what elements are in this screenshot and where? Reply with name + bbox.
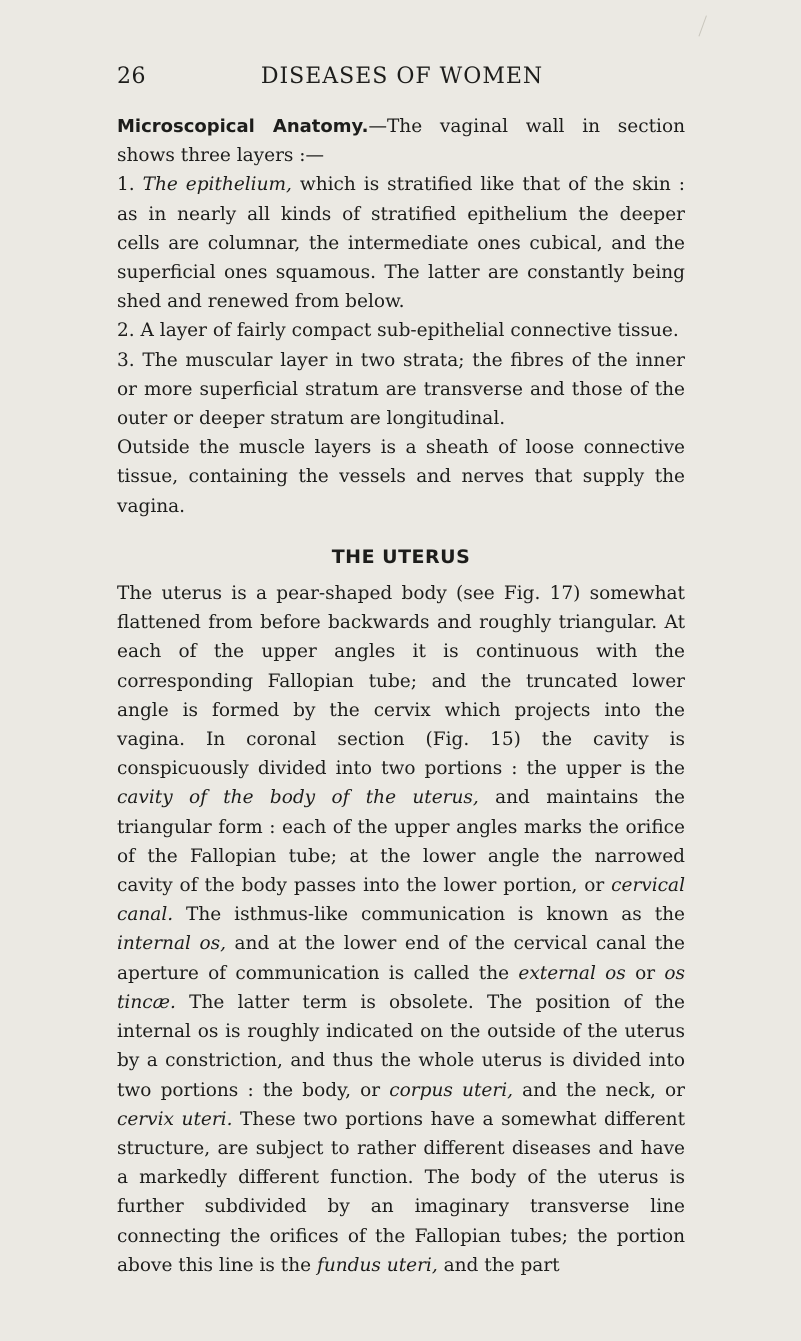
text-run: or [625, 962, 665, 984]
italic-term: external os [518, 962, 626, 984]
layer-item-3: 3. The muscular layer in two strata; the fibres of the inner or more superficial stratum are transverse and those of the outer or deeper stratum are longitudinal. [117, 349, 685, 430]
text-run: and at the lower end of the cervical canal the aperture of communication is called the [117, 933, 686, 984]
item-term: The epithelium, [142, 174, 292, 196]
item-text: which is stratified like that of the skin : as in nearly all kinds of stratified epithelium the deeper cells are columnar, the intermediate ones cubical, and the superficial ones squamous. The latter are constantly being shed and renewed from below. [117, 174, 685, 313]
item-number: 1. [117, 174, 135, 196]
corner-pencil-mark [698, 15, 712, 38]
intro-text: —The vaginal wall in section shows three layers :— [117, 116, 685, 167]
layer-item-2: 2. A layer of fairly compact sub-epithelial connective tissue. [117, 320, 679, 342]
italic-term: cervix uteri. [117, 1108, 233, 1130]
italic-term: cervical canal. [117, 875, 685, 926]
text-run: The isthmus-like communication is known as the [173, 904, 685, 926]
page-number: 26 [117, 64, 146, 89]
italic-term: cavity of the body of the uterus, [117, 787, 479, 809]
running-head: DISEASES OF WOMEN [260, 64, 544, 89]
section-heading: THE UTERUS [331, 545, 471, 568]
italic-term: internal os, [117, 933, 226, 955]
layer-item-1 [117, 170, 685, 316]
text-run: and the neck, or [513, 1079, 686, 1101]
italic-term: corpus uteri, [389, 1079, 513, 1101]
text-run: and the part [437, 1254, 560, 1276]
outside-paragraph: Outside the muscle layers is a sheath of loose connective tissue, containing the vessels and nerves that supply the vagina. [117, 437, 685, 517]
body-text [117, 112, 685, 1280]
italic-term: fundus uteri, [316, 1254, 438, 1276]
text-run: and maintains the triangular form : each of the upper angles marks the orifice of the Fallopian tube; at the lower angle the narrowed cavity of the body passes into the lower portion, or [117, 787, 685, 897]
run-in-heading: Microscopical Anatomy. [117, 116, 369, 137]
text-run: The latter term is obsolete. The position of the internal os is roughly indicated on the outside of the uterus by a constriction, and thus the whole uterus is divided into two portions : the body, or [117, 991, 685, 1101]
italic-term: os tincæ. [117, 962, 686, 1013]
page-header [117, 64, 687, 98]
uterus-paragraph [117, 579, 685, 1280]
microscopical-anatomy-paragraph [117, 112, 685, 170]
text-run: These two portions have a somewhat different structure, are subject to rather different diseases and have a markedly different function. The body of the uterus is further subdivided by an imaginary transverse line connecting the orifices of the Fallopian tubes; the portion above this line is the [117, 1108, 686, 1276]
text-run: The uterus is a pear-shaped body (see Fig. 17) somewhat flattened from before backwards and roughly triangular. At each of the upper angles it is continuous with the corresponding Fallopian tube; and the truncated lower angle is formed by the cervix which projects into the vagina. In coronal section (Fig. 15) the cavity is conspicuously divided into two portions : the upper is the [117, 583, 685, 780]
